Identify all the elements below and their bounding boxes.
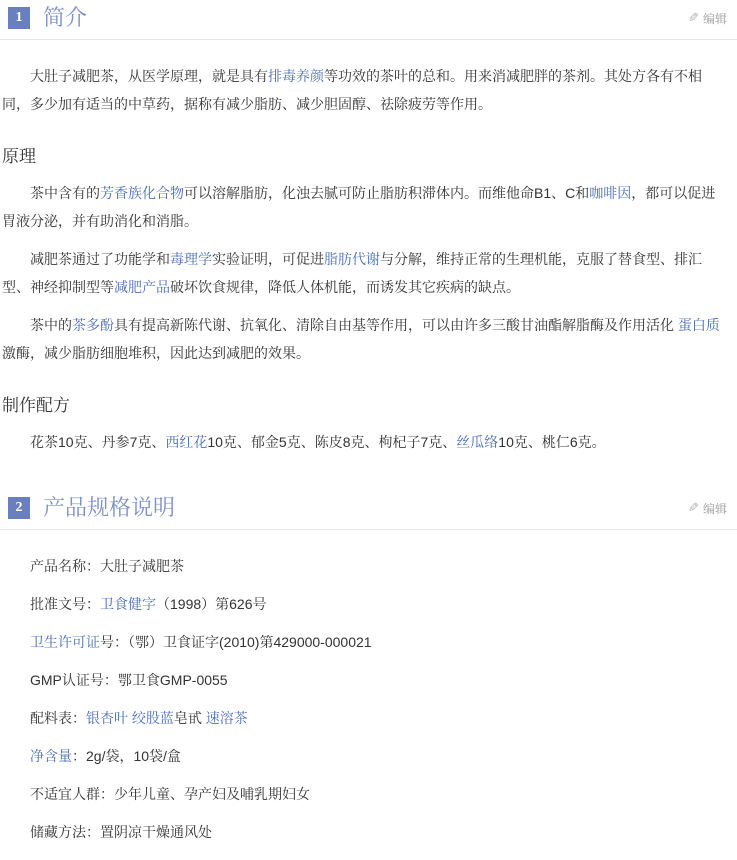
text-run: ，都可以促进胃液分泌，并有助消化和消脂。 bbox=[2, 185, 716, 229]
sub-heading: 原理 bbox=[2, 147, 36, 166]
inline-link[interactable]: 排毒养颜 bbox=[268, 68, 324, 84]
inline-link[interactable]: 咖啡因 bbox=[589, 185, 632, 201]
section-header bbox=[0, 6, 737, 40]
text-run: 花茶10克、丹参7克、 bbox=[30, 434, 166, 450]
text-run: 储藏方法：置阴凉干燥通风处 bbox=[30, 824, 212, 840]
text-run: ：2g/袋，10袋/盒 bbox=[72, 748, 181, 764]
section-number-badge: 2 bbox=[8, 497, 30, 519]
section-title: 产品规格说明 bbox=[43, 495, 176, 520]
text-run: 10克、桃仁6克。 bbox=[498, 434, 606, 450]
inline-link[interactable]: 蛋白质 bbox=[677, 317, 720, 333]
paragraph bbox=[2, 428, 729, 456]
inline-link[interactable]: 减肥产品 bbox=[114, 279, 170, 295]
text-run: 激酶，减少脂肪细胞堆积，因此达到减肥的效果。 bbox=[2, 345, 310, 361]
sub-heading: 制作配方 bbox=[2, 396, 70, 415]
text-run: 产品名称：大肚子减肥茶 bbox=[30, 558, 184, 574]
text-run: 破坏饮食规律，降低人体机能，而诱发其它疾病的缺点。 bbox=[170, 279, 520, 295]
paragraph bbox=[2, 311, 729, 367]
text-run: 大肚子减肥茶，从医学原理，就是具有 bbox=[30, 68, 268, 84]
edit-link-label: 编辑 bbox=[702, 11, 727, 26]
paragraph bbox=[2, 628, 729, 656]
inline-link[interactable]: 芳香族化合物 bbox=[100, 185, 184, 201]
edit-pencil-icon: ✎ bbox=[688, 10, 699, 25]
paragraph bbox=[2, 245, 729, 301]
text-run: （1998）第626号 bbox=[156, 596, 267, 612]
text-run: 号：（鄂）卫食证字(2010)第429000-000021 bbox=[100, 634, 372, 650]
section-body bbox=[0, 40, 737, 470]
text-run: 茶中含有的 bbox=[30, 185, 100, 201]
inline-link[interactable]: 茶多酚 bbox=[72, 317, 114, 333]
paragraph bbox=[2, 780, 729, 808]
text-run: 不适宜人群：少年儿童、孕产妇及哺乳期妇女 bbox=[30, 786, 310, 802]
edit-link[interactable] bbox=[688, 500, 727, 517]
section-body bbox=[0, 530, 737, 860]
text-run: 可以溶解脂肪，化浊去腻可防止脂肪积滞体内。而维他命B1、C和 bbox=[184, 185, 590, 201]
inline-link[interactable]: 西红花 bbox=[165, 434, 208, 450]
inline-link[interactable]: 银杏叶 bbox=[86, 710, 128, 726]
text-run: 等功效的茶叶的总和。用来消减肥胖的茶剂。其处方各有不相同，多少加有适当的中草药，据称有减少脂肪、减少胆固醇、祛除疲劳等作用。 bbox=[2, 68, 702, 112]
edit-pencil-icon: ✎ bbox=[688, 500, 699, 515]
text-run: 实验证明，可促进 bbox=[212, 251, 324, 267]
inline-link[interactable]: 净含量 bbox=[30, 748, 72, 764]
paragraph bbox=[2, 666, 729, 694]
inline-link[interactable]: 脂肪代谢 bbox=[324, 251, 380, 267]
text-run: 与分解，维持正常的生理机能，克服了替食型、排汇型、神经抑制型等 bbox=[2, 251, 702, 295]
edit-link[interactable] bbox=[688, 10, 727, 27]
section-number-badge: 1 bbox=[8, 7, 30, 29]
edit-link-label: 编辑 bbox=[702, 501, 727, 516]
inline-link[interactable]: 卫食健字 bbox=[100, 596, 156, 612]
inline-link[interactable]: 丝瓜络 bbox=[456, 434, 499, 450]
paragraph bbox=[2, 552, 729, 580]
section bbox=[0, 496, 737, 860]
text-run: 批准文号： bbox=[30, 596, 100, 612]
inline-link[interactable]: 速溶茶 bbox=[205, 710, 248, 726]
section-header bbox=[0, 496, 737, 530]
inline-link[interactable]: 毒理学 bbox=[170, 251, 212, 267]
text-run: 10克、郁金5克、陈皮8克、枸杞子7克、 bbox=[207, 434, 457, 450]
paragraph bbox=[2, 62, 729, 118]
paragraph bbox=[2, 704, 729, 732]
section bbox=[0, 6, 737, 470]
paragraph bbox=[2, 179, 729, 235]
text-run: 皂甙 bbox=[173, 710, 206, 726]
text-run: 减肥茶通过了功能学和 bbox=[30, 251, 170, 267]
text-run: 具有提高新陈代谢、抗氧化、清除自由基等作用，可以由许多三酸甘油酯解脂酶及作用活化 bbox=[114, 317, 678, 333]
inline-link[interactable]: 绞股蓝 bbox=[131, 710, 174, 726]
text-run: GMP认证号：鄂卫食GMP-0055 bbox=[30, 672, 228, 688]
text-run: 茶中的 bbox=[30, 317, 72, 333]
paragraph bbox=[2, 818, 729, 846]
text-run: 配料表： bbox=[30, 710, 86, 726]
inline-link[interactable]: 卫生许可证 bbox=[30, 634, 100, 650]
paragraph bbox=[2, 590, 729, 618]
paragraph bbox=[2, 742, 729, 770]
section-title: 简介 bbox=[43, 5, 88, 30]
